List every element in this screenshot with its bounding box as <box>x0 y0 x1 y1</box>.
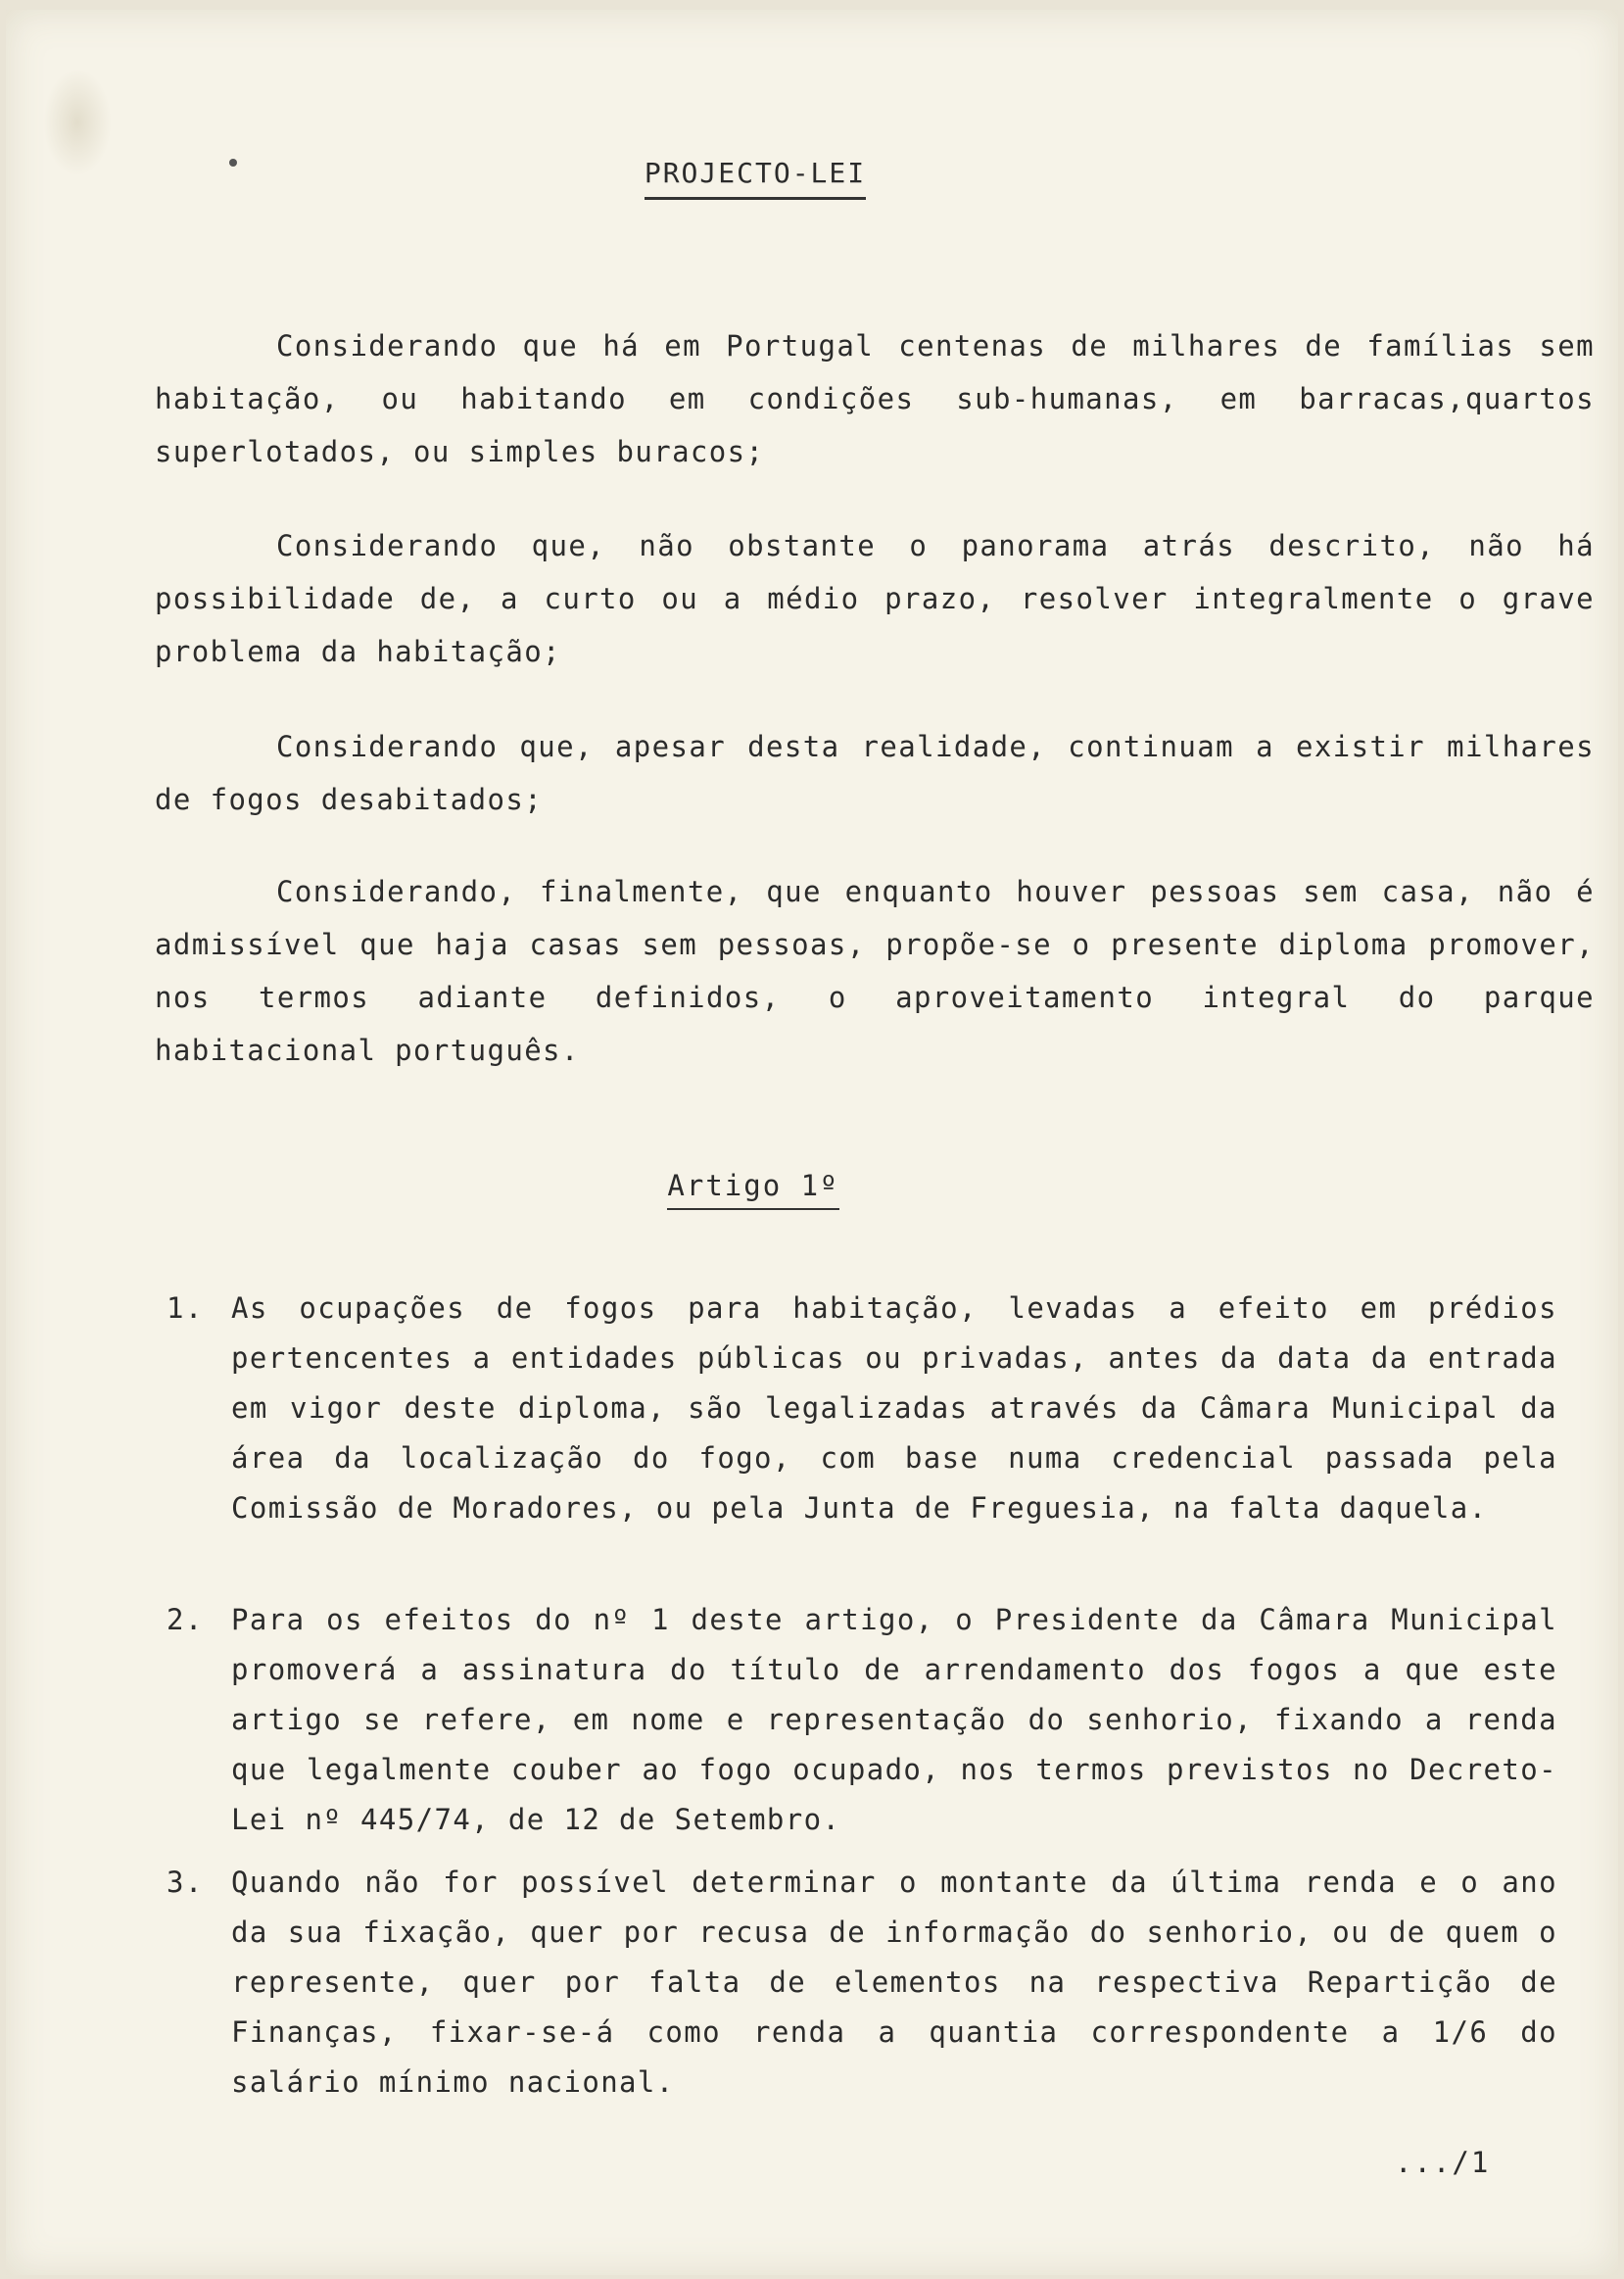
preamble-paragraph-2: Considerando que, não obstante o panorama atrás descrito, não há possibilidade de, a curto ou a médio prazo, resolver integralmente o grave problema da habitação; <box>155 529 1595 668</box>
document-title: PROJECTO-LEI <box>645 157 866 200</box>
clause-3 <box>167 1858 1557 2108</box>
preamble-paragraph-1: Considerando que há em Portugal centenas de milhares de famílias sem habitação, ou habitando em condições sub-humanas, em barracas,quartos superlotados, ou simples buracos; <box>155 329 1595 468</box>
document-page <box>6 10 1618 2275</box>
article-heading: Artigo 1º <box>667 1169 838 1210</box>
clause-number: 3. <box>167 1866 204 1899</box>
preamble-paragraph-3: Considerando que, apesar desta realidade, continuam a existir milhares de fogos desabitados; <box>155 730 1595 816</box>
clause-text: Para os efeitos do nº 1 deste artigo, o Presidente da Câmara Municipal promoverá a assinatura do título de arrendamento dos fogos a que este artigo se refere, em nome e representação do senhorio, fixando a renda que legalmente couber ao fogo ocupado, nos termos previstos no Decreto-Lei nº 445/74, de 12 de Setembro. <box>231 1603 1557 1836</box>
clause-number: 1. <box>167 1291 204 1325</box>
article-heading-container <box>6 1169 1501 1210</box>
clause-2 <box>167 1595 1557 1845</box>
continuation-mark: .../1 <box>1395 2146 1491 2179</box>
preamble-paragraph-4: Considerando, finalmente, que enquanto houver pessoas sem casa, não é admissível que haja casas sem pessoas, propõe-se o presente diploma promover, nos termos adiante definidos, o aproveitamento integral do parque habitacional português. <box>155 875 1595 1067</box>
clause-text: Quando não for possível determinar o montante da última renda e o ano da sua fixação, quer por recusa de informação do senhorio, ou de quem o represente, quer por falta de elementos na respectiva Repartição de Finanças, fixar-se-á como renda a quantia correspondente a 1/6 do salário mínimo nacional. <box>231 1866 1557 2099</box>
document-title-container <box>6 157 1505 200</box>
clause-number: 2. <box>167 1603 204 1636</box>
clause-text: As ocupações de fogos para habitação, levadas a efeito em prédios pertencentes a entidades públicas ou privadas, antes da data da entrada em vigor deste diploma, são legalizadas através da Câmara Municipal da área da localização do fogo, com base numa credencial passada pela Comissão de Moradores, ou pela Junta de Freguesia, na falta daquela. <box>231 1291 1557 1525</box>
clause-1 <box>167 1284 1557 1533</box>
